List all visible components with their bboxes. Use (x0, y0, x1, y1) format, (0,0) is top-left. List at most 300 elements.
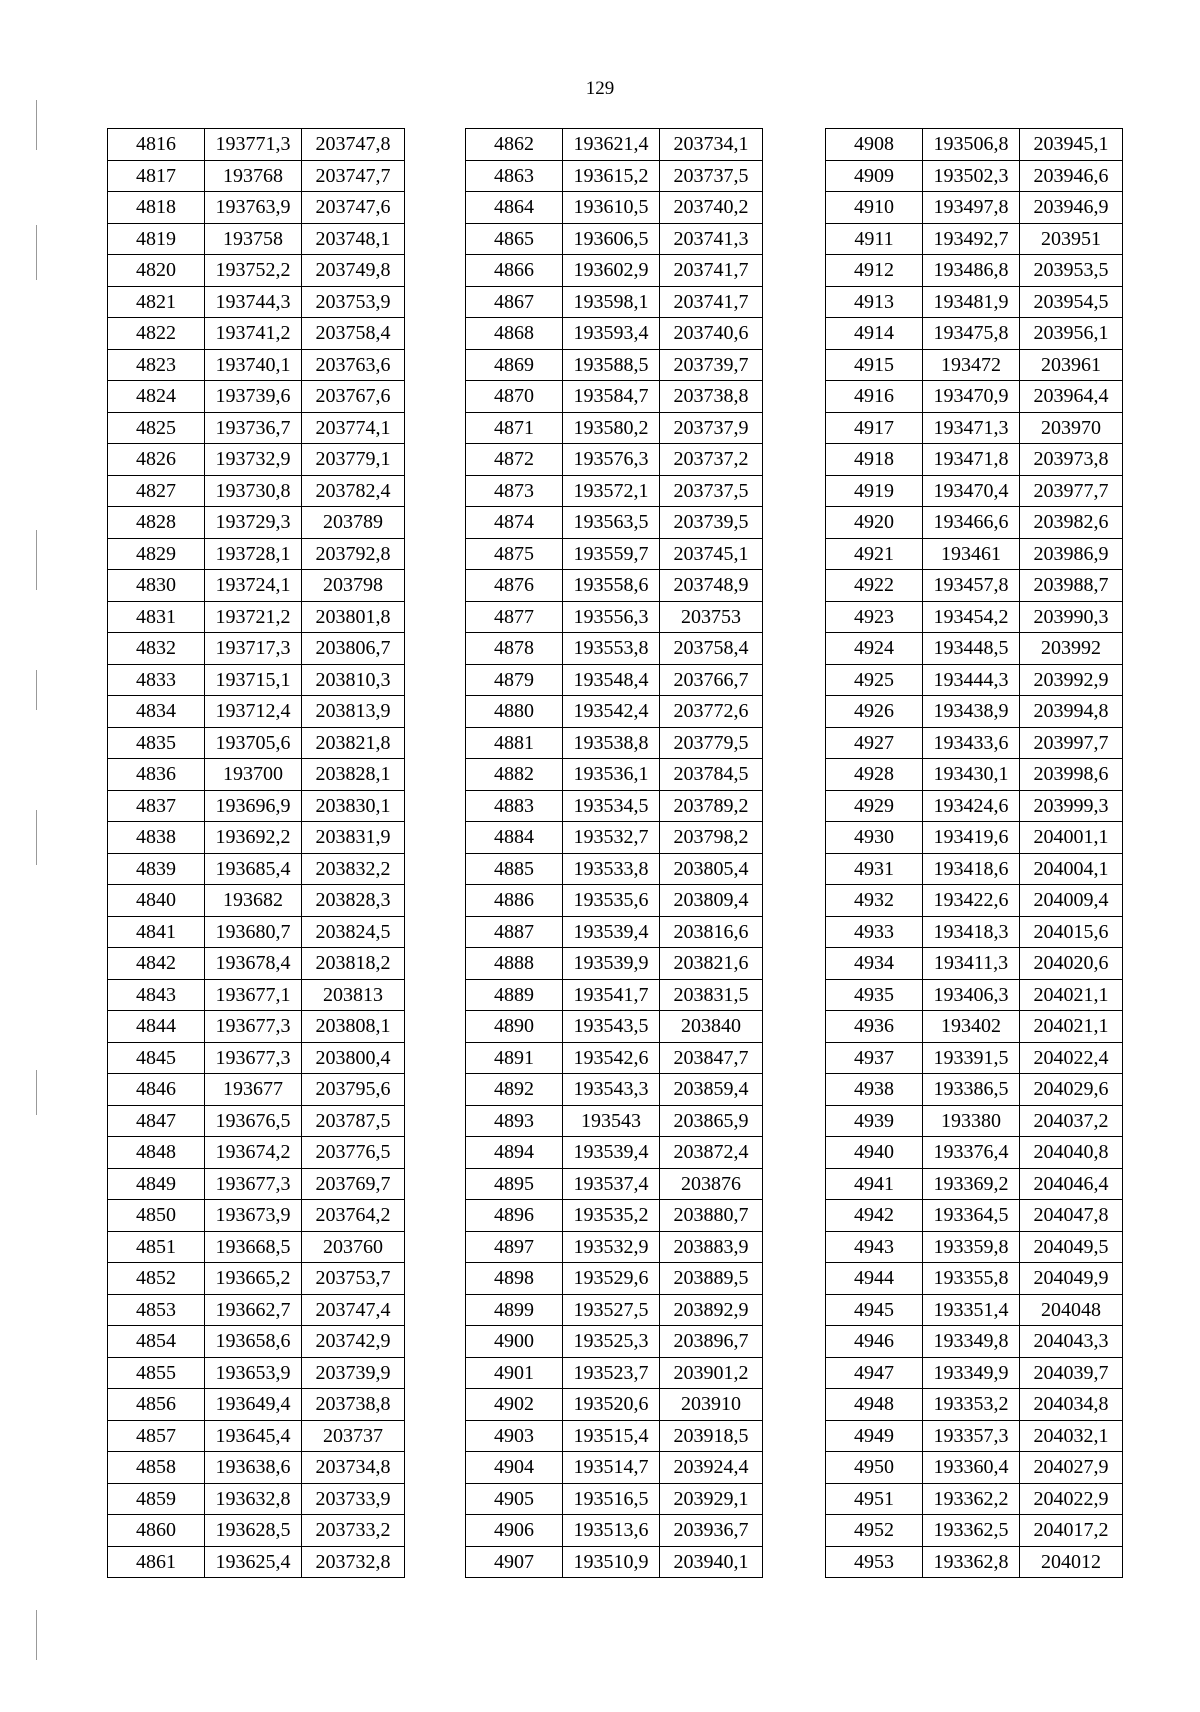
table-row (108, 129, 405, 161)
point-number-cell: 4826 (108, 444, 205, 476)
x-coordinate-cell: 193645,4 (205, 1420, 302, 1452)
table-row (108, 538, 405, 570)
point-number-cell: 4818 (108, 192, 205, 224)
y-coordinate-cell: 204001,1 (1020, 822, 1123, 854)
y-coordinate-cell: 204032,1 (1020, 1420, 1123, 1452)
table-row (108, 349, 405, 381)
x-coordinate-cell: 193536,1 (563, 759, 660, 791)
point-number-cell: 4820 (108, 255, 205, 287)
y-coordinate-cell: 203767,6 (302, 381, 405, 413)
x-coordinate-cell: 193678,4 (205, 948, 302, 980)
table-row (108, 1105, 405, 1137)
table-row (108, 1357, 405, 1389)
x-coordinate-cell: 193705,6 (205, 727, 302, 759)
y-coordinate-cell: 203883,9 (660, 1231, 763, 1263)
scan-margin-mark (36, 1070, 37, 1115)
y-coordinate-cell: 203742,9 (302, 1326, 405, 1358)
y-coordinate-cell: 204048 (1020, 1294, 1123, 1326)
point-number-cell: 4871 (466, 412, 563, 444)
y-coordinate-cell: 203747,4 (302, 1294, 405, 1326)
table-row (466, 412, 763, 444)
point-number-cell: 4852 (108, 1263, 205, 1295)
y-coordinate-cell: 203741,7 (660, 255, 763, 287)
point-number-cell: 4947 (826, 1357, 923, 1389)
table-row (108, 1137, 405, 1169)
table-row (108, 790, 405, 822)
y-coordinate-cell: 204037,2 (1020, 1105, 1123, 1137)
table-row (826, 1231, 1123, 1263)
x-coordinate-cell: 193763,9 (205, 192, 302, 224)
y-coordinate-cell: 203929,1 (660, 1483, 763, 1515)
y-coordinate-cell: 203946,6 (1020, 160, 1123, 192)
x-coordinate-cell: 193558,6 (563, 570, 660, 602)
table-row (466, 948, 763, 980)
y-coordinate-cell: 203737,9 (660, 412, 763, 444)
point-number-cell: 4952 (826, 1515, 923, 1547)
point-number-cell: 4882 (466, 759, 563, 791)
y-coordinate-cell: 204034,8 (1020, 1389, 1123, 1421)
table-row (108, 1168, 405, 1200)
table-row (466, 286, 763, 318)
y-coordinate-cell: 203828,3 (302, 885, 405, 917)
point-number-cell: 4825 (108, 412, 205, 444)
x-coordinate-cell: 193492,7 (923, 223, 1020, 255)
x-coordinate-cell: 193497,8 (923, 192, 1020, 224)
x-coordinate-cell: 193471,3 (923, 412, 1020, 444)
y-coordinate-cell: 203988,7 (1020, 570, 1123, 602)
y-coordinate-cell: 203760 (302, 1231, 405, 1263)
y-coordinate-cell: 203763,6 (302, 349, 405, 381)
point-number-cell: 4950 (826, 1452, 923, 1484)
table-row (108, 601, 405, 633)
y-coordinate-cell: 203764,2 (302, 1200, 405, 1232)
y-coordinate-cell: 203792,8 (302, 538, 405, 570)
page-number: 129 (585, 78, 615, 99)
table-row (108, 381, 405, 413)
x-coordinate-cell: 193527,5 (563, 1294, 660, 1326)
y-coordinate-cell: 203745,1 (660, 538, 763, 570)
y-coordinate-cell: 203964,4 (1020, 381, 1123, 413)
y-coordinate-cell: 204020,6 (1020, 948, 1123, 980)
point-number-cell: 4828 (108, 507, 205, 539)
y-coordinate-cell: 203830,1 (302, 790, 405, 822)
scan-margin-mark (36, 670, 37, 710)
y-coordinate-cell: 203747,8 (302, 129, 405, 161)
y-coordinate-cell: 203880,7 (660, 1200, 763, 1232)
y-coordinate-cell: 203748,9 (660, 570, 763, 602)
x-coordinate-cell: 193538,8 (563, 727, 660, 759)
point-number-cell: 4930 (826, 822, 923, 854)
point-number-cell: 4944 (826, 1263, 923, 1295)
point-number-cell: 4842 (108, 948, 205, 980)
x-coordinate-cell: 193729,3 (205, 507, 302, 539)
x-coordinate-cell: 193677,3 (205, 1042, 302, 1074)
x-coordinate-cell: 193419,6 (923, 822, 1020, 854)
point-number-cell: 4902 (466, 1389, 563, 1421)
y-coordinate-cell: 203889,5 (660, 1263, 763, 1295)
x-coordinate-cell: 193422,6 (923, 885, 1020, 917)
x-coordinate-cell: 193736,7 (205, 412, 302, 444)
table-row (108, 1420, 405, 1452)
point-number-cell: 4872 (466, 444, 563, 476)
y-coordinate-cell: 204015,6 (1020, 916, 1123, 948)
x-coordinate-cell: 193471,8 (923, 444, 1020, 476)
x-coordinate-cell: 193602,9 (563, 255, 660, 287)
x-coordinate-cell: 193470,9 (923, 381, 1020, 413)
x-coordinate-cell: 193563,5 (563, 507, 660, 539)
x-coordinate-cell: 193461 (923, 538, 1020, 570)
point-number-cell: 4837 (108, 790, 205, 822)
table-row (826, 1515, 1123, 1547)
table-row (466, 318, 763, 350)
table-row (108, 286, 405, 318)
point-number-cell: 4853 (108, 1294, 205, 1326)
x-coordinate-cell: 193676,5 (205, 1105, 302, 1137)
y-coordinate-cell: 203953,5 (1020, 255, 1123, 287)
x-coordinate-cell: 193543,5 (563, 1011, 660, 1043)
x-coordinate-cell: 193533,8 (563, 853, 660, 885)
point-number-cell: 4927 (826, 727, 923, 759)
table-row (108, 1011, 405, 1043)
point-number-cell: 4876 (466, 570, 563, 602)
x-coordinate-cell: 193715,1 (205, 664, 302, 696)
point-number-cell: 4823 (108, 349, 205, 381)
y-coordinate-cell: 203813,9 (302, 696, 405, 728)
table-row (466, 1326, 763, 1358)
x-coordinate-cell: 193580,2 (563, 412, 660, 444)
x-coordinate-cell: 193539,9 (563, 948, 660, 980)
table-row (826, 1042, 1123, 1074)
x-coordinate-cell: 193542,6 (563, 1042, 660, 1074)
x-coordinate-cell: 193525,3 (563, 1326, 660, 1358)
x-coordinate-cell: 193515,4 (563, 1420, 660, 1452)
table-row (108, 444, 405, 476)
table-row (466, 853, 763, 885)
x-coordinate-cell: 193739,6 (205, 381, 302, 413)
x-coordinate-cell: 193353,2 (923, 1389, 1020, 1421)
table-row (826, 822, 1123, 854)
x-coordinate-cell: 193584,7 (563, 381, 660, 413)
point-number-cell: 4880 (466, 696, 563, 728)
table-row (466, 1483, 763, 1515)
y-coordinate-cell: 204040,8 (1020, 1137, 1123, 1169)
table-row (826, 1011, 1123, 1043)
y-coordinate-cell: 203738,8 (302, 1389, 405, 1421)
x-coordinate-cell: 193349,8 (923, 1326, 1020, 1358)
y-coordinate-cell: 203832,2 (302, 853, 405, 885)
table-row (108, 1231, 405, 1263)
point-number-cell: 4868 (466, 318, 563, 350)
x-coordinate-cell: 193506,8 (923, 129, 1020, 161)
point-number-cell: 4896 (466, 1200, 563, 1232)
y-coordinate-cell: 203818,2 (302, 948, 405, 980)
x-coordinate-cell: 193717,3 (205, 633, 302, 665)
scan-margin-mark (36, 1610, 37, 1660)
y-coordinate-cell: 204049,5 (1020, 1231, 1123, 1263)
y-coordinate-cell: 203813 (302, 979, 405, 1011)
table-row (108, 1074, 405, 1106)
x-coordinate-cell: 193513,6 (563, 1515, 660, 1547)
table-row (108, 633, 405, 665)
point-number-cell: 4845 (108, 1042, 205, 1074)
y-coordinate-cell: 203739,5 (660, 507, 763, 539)
point-number-cell: 4901 (466, 1357, 563, 1389)
x-coordinate-cell: 193362,5 (923, 1515, 1020, 1547)
y-coordinate-cell: 203747,7 (302, 160, 405, 192)
x-coordinate-cell: 193514,7 (563, 1452, 660, 1484)
y-coordinate-cell: 203741,7 (660, 286, 763, 318)
y-coordinate-cell: 203824,5 (302, 916, 405, 948)
y-coordinate-cell: 203896,7 (660, 1326, 763, 1358)
y-coordinate-cell: 203782,4 (302, 475, 405, 507)
table-row (108, 822, 405, 854)
y-coordinate-cell: 203774,1 (302, 412, 405, 444)
x-coordinate-cell: 193438,9 (923, 696, 1020, 728)
point-number-cell: 4926 (826, 696, 923, 728)
table-row (466, 1420, 763, 1452)
y-coordinate-cell: 203801,8 (302, 601, 405, 633)
x-coordinate-cell: 193730,8 (205, 475, 302, 507)
y-coordinate-cell: 203795,6 (302, 1074, 405, 1106)
x-coordinate-cell: 193391,5 (923, 1042, 1020, 1074)
table-row (466, 538, 763, 570)
y-coordinate-cell: 203977,7 (1020, 475, 1123, 507)
point-number-cell: 4897 (466, 1231, 563, 1263)
y-coordinate-cell: 203806,7 (302, 633, 405, 665)
y-coordinate-cell: 203997,7 (1020, 727, 1123, 759)
y-coordinate-cell: 203999,3 (1020, 790, 1123, 822)
point-number-cell: 4878 (466, 633, 563, 665)
x-coordinate-cell: 193700 (205, 759, 302, 791)
x-coordinate-cell: 193638,6 (205, 1452, 302, 1484)
point-number-cell: 4942 (826, 1200, 923, 1232)
y-coordinate-cell: 203739,7 (660, 349, 763, 381)
table-row (826, 1200, 1123, 1232)
table-row (466, 979, 763, 1011)
y-coordinate-cell: 203747,6 (302, 192, 405, 224)
table-row (466, 129, 763, 161)
point-number-cell: 4913 (826, 286, 923, 318)
table-row (466, 664, 763, 696)
table-row (826, 1420, 1123, 1452)
y-coordinate-cell: 203753,7 (302, 1263, 405, 1295)
x-coordinate-cell: 193542,4 (563, 696, 660, 728)
point-number-cell: 4906 (466, 1515, 563, 1547)
table-row (108, 1389, 405, 1421)
x-coordinate-cell: 193516,5 (563, 1483, 660, 1515)
y-coordinate-cell: 203808,1 (302, 1011, 405, 1043)
x-coordinate-cell: 193444,3 (923, 664, 1020, 696)
table-row (108, 160, 405, 192)
x-coordinate-cell: 193712,4 (205, 696, 302, 728)
x-coordinate-cell: 193418,6 (923, 853, 1020, 885)
point-number-cell: 4943 (826, 1231, 923, 1263)
coordinates-table-1 (107, 128, 405, 1578)
y-coordinate-cell: 203737,5 (660, 475, 763, 507)
y-coordinate-cell: 203789 (302, 507, 405, 539)
table-row (826, 1168, 1123, 1200)
table-row (466, 381, 763, 413)
table-row (108, 223, 405, 255)
table-row (108, 255, 405, 287)
x-coordinate-cell: 193454,2 (923, 601, 1020, 633)
y-coordinate-cell: 203737,5 (660, 160, 763, 192)
y-coordinate-cell: 203982,6 (1020, 507, 1123, 539)
table-row (466, 885, 763, 917)
table-row (466, 759, 763, 791)
point-number-cell: 4934 (826, 948, 923, 980)
x-coordinate-cell: 193621,4 (563, 129, 660, 161)
table-row (826, 507, 1123, 539)
point-number-cell: 4833 (108, 664, 205, 696)
y-coordinate-cell: 203872,4 (660, 1137, 763, 1169)
table-row (108, 664, 405, 696)
x-coordinate-cell: 193610,5 (563, 192, 660, 224)
point-number-cell: 4865 (466, 223, 563, 255)
point-number-cell: 4816 (108, 129, 205, 161)
point-number-cell: 4935 (826, 979, 923, 1011)
x-coordinate-cell: 193771,3 (205, 129, 302, 161)
y-coordinate-cell: 203954,5 (1020, 286, 1123, 318)
table-row (826, 444, 1123, 476)
point-number-cell: 4839 (108, 853, 205, 885)
point-number-cell: 4869 (466, 349, 563, 381)
x-coordinate-cell: 193668,5 (205, 1231, 302, 1263)
point-number-cell: 4925 (826, 664, 923, 696)
point-number-cell: 4889 (466, 979, 563, 1011)
table-row (108, 948, 405, 980)
table-row (826, 727, 1123, 759)
table-row (108, 1326, 405, 1358)
point-number-cell: 4932 (826, 885, 923, 917)
scan-margin-mark (36, 225, 37, 280)
y-coordinate-cell: 203784,5 (660, 759, 763, 791)
point-number-cell: 4909 (826, 160, 923, 192)
point-number-cell: 4822 (108, 318, 205, 350)
y-coordinate-cell: 203800,4 (302, 1042, 405, 1074)
x-coordinate-cell: 193653,9 (205, 1357, 302, 1389)
table-row (466, 1074, 763, 1106)
table-row (826, 223, 1123, 255)
x-coordinate-cell: 193598,1 (563, 286, 660, 318)
y-coordinate-cell: 203753 (660, 601, 763, 633)
y-coordinate-cell: 204022,9 (1020, 1483, 1123, 1515)
table-row (108, 1452, 405, 1484)
table-row (826, 759, 1123, 791)
point-number-cell: 4841 (108, 916, 205, 948)
x-coordinate-cell: 193376,4 (923, 1137, 1020, 1169)
x-coordinate-cell: 193724,1 (205, 570, 302, 602)
y-coordinate-cell: 203798 (302, 570, 405, 602)
point-number-cell: 4861 (108, 1546, 205, 1578)
table-row (466, 1011, 763, 1043)
table-row (466, 727, 763, 759)
y-coordinate-cell: 203772,6 (660, 696, 763, 728)
x-coordinate-cell: 193535,6 (563, 885, 660, 917)
table-row (466, 1168, 763, 1200)
table-row (466, 570, 763, 602)
x-coordinate-cell: 193349,9 (923, 1357, 1020, 1389)
table-row (466, 633, 763, 665)
y-coordinate-cell: 204021,1 (1020, 979, 1123, 1011)
x-coordinate-cell: 193576,3 (563, 444, 660, 476)
table-row (826, 1546, 1123, 1578)
x-coordinate-cell: 193537,4 (563, 1168, 660, 1200)
x-coordinate-cell: 193534,5 (563, 790, 660, 822)
x-coordinate-cell: 193744,3 (205, 286, 302, 318)
point-number-cell: 4941 (826, 1168, 923, 1200)
y-coordinate-cell: 203821,6 (660, 948, 763, 980)
table-row (826, 916, 1123, 948)
x-coordinate-cell: 193588,5 (563, 349, 660, 381)
x-coordinate-cell: 193466,6 (923, 507, 1020, 539)
point-number-cell: 4879 (466, 664, 563, 696)
y-coordinate-cell: 203901,2 (660, 1357, 763, 1389)
y-coordinate-cell: 203749,8 (302, 255, 405, 287)
table-row (466, 1389, 763, 1421)
y-coordinate-cell: 203738,8 (660, 381, 763, 413)
point-number-cell: 4937 (826, 1042, 923, 1074)
table-row (826, 1483, 1123, 1515)
table-row (108, 696, 405, 728)
table-row (466, 1200, 763, 1232)
y-coordinate-cell: 203986,9 (1020, 538, 1123, 570)
table-row (826, 160, 1123, 192)
x-coordinate-cell: 193362,2 (923, 1483, 1020, 1515)
point-number-cell: 4827 (108, 475, 205, 507)
point-number-cell: 4838 (108, 822, 205, 854)
point-number-cell: 4911 (826, 223, 923, 255)
point-number-cell: 4886 (466, 885, 563, 917)
table-row (108, 412, 405, 444)
y-coordinate-cell: 203951 (1020, 223, 1123, 255)
y-coordinate-cell: 203816,6 (660, 916, 763, 948)
point-number-cell: 4940 (826, 1137, 923, 1169)
table-row (466, 696, 763, 728)
point-number-cell: 4843 (108, 979, 205, 1011)
x-coordinate-cell: 193673,9 (205, 1200, 302, 1232)
y-coordinate-cell: 204004,1 (1020, 853, 1123, 885)
table-row (826, 979, 1123, 1011)
x-coordinate-cell: 193741,2 (205, 318, 302, 350)
x-coordinate-cell: 193696,9 (205, 790, 302, 822)
x-coordinate-cell: 193386,5 (923, 1074, 1020, 1106)
y-coordinate-cell: 203798,2 (660, 822, 763, 854)
point-number-cell: 4862 (466, 129, 563, 161)
x-coordinate-cell: 193662,7 (205, 1294, 302, 1326)
x-coordinate-cell: 193360,4 (923, 1452, 1020, 1484)
table-row (826, 381, 1123, 413)
table-row (466, 1263, 763, 1295)
table-row (466, 822, 763, 854)
y-coordinate-cell: 203940,1 (660, 1546, 763, 1578)
point-number-cell: 4945 (826, 1294, 923, 1326)
y-coordinate-cell: 203779,5 (660, 727, 763, 759)
x-coordinate-cell: 193532,9 (563, 1231, 660, 1263)
y-coordinate-cell: 203748,1 (302, 223, 405, 255)
table-row (466, 916, 763, 948)
y-coordinate-cell: 203809,4 (660, 885, 763, 917)
x-coordinate-cell: 193553,8 (563, 633, 660, 665)
y-coordinate-cell: 203892,9 (660, 1294, 763, 1326)
table-row (826, 1452, 1123, 1484)
x-coordinate-cell: 193457,8 (923, 570, 1020, 602)
point-number-cell: 4857 (108, 1420, 205, 1452)
table-row (466, 1042, 763, 1074)
y-coordinate-cell: 204022,4 (1020, 1042, 1123, 1074)
x-coordinate-cell: 193448,5 (923, 633, 1020, 665)
table-row (108, 1515, 405, 1547)
